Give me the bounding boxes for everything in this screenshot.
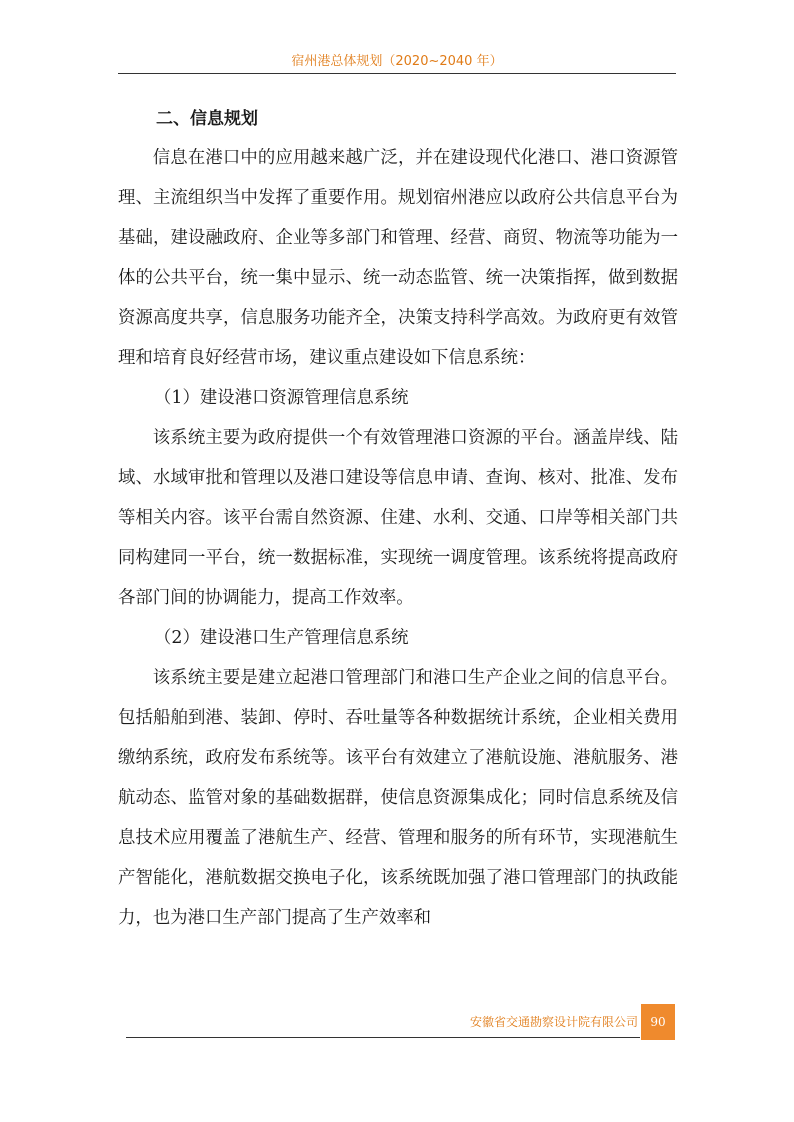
footer-rule — [126, 1037, 640, 1038]
page-body — [118, 100, 678, 938]
subsection-2-body: 该系统主要是建立起港口管理部门和港口生产企业之间的信息平台。包括船舶到港、装卸、停时、吞吐量等各种数据统计系统，企业相关费用缴纳系统，政府发布系统等。该平台有效建立了港航设施、港航服务、港航动态、监管对象的基础数据群，使信息资源集成化；同时信息系统及信息技术应用覆盖了港航生产、经营、管理和服务的所有环节，实现港航生产智能化，港航数据交换电子化，该系统既加强了港口管理部门的执政能力，也为港口生产部门提高了生产效率和 — [118, 668, 678, 928]
footer-company: 安徽省交通勘察设计院有限公司 — [469, 1015, 638, 1029]
page-number-badge: 90 — [641, 1004, 675, 1040]
subsection-1-title: （1）建设港口资源管理信息系统 — [154, 388, 409, 408]
intro-paragraph: 信息在港口中的应用越来越广泛，并在建设现代化港口、港口资源管理、主流组织当中发挥了重要作用。规划宿州港应以政府公共信息平台为基础，建设融政府、企业等多部门和管理、经营、商贸、物流等功能为一体的公共平台，统一集中显示、统一动态监管、统一决策指挥，做到数据资源高度共享，信息服务功能齐全，决策支持科学高效。为政府更有效管理和培育良好经营市场，建议重点建设如下信息系统： — [118, 148, 678, 368]
subsection-1-body: 该系统主要为政府提供一个有效管理港口资源的平台。涵盖岸线、陆域、水域审批和管理以及港口建设等信息申请、查询、核对、批准、发布等相关内容。该平台需自然资源、住建、水利、交通、口岸等相关部门共同构建同一平台，统一数据标准，实现统一调度管理。该系统将提高政府各部门间的协调能力，提高工作效率。 — [118, 428, 678, 608]
section-heading: 二、信息规划 — [156, 109, 258, 129]
header-rule — [118, 73, 676, 74]
running-header-title: 宿州港总体规划（2020~2040 年） — [291, 54, 503, 69]
subsection-2-title: （2）建设港口生产管理信息系统 — [154, 628, 409, 648]
